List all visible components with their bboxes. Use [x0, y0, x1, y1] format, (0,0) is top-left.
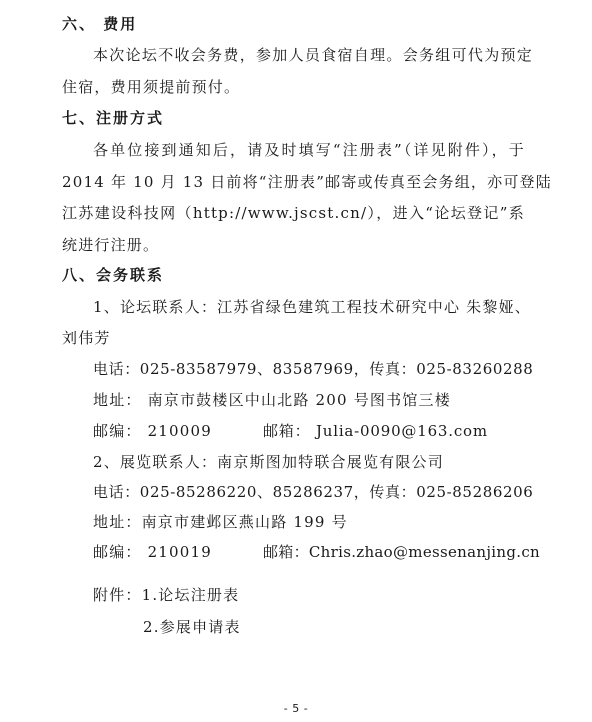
contact1-postcode: 邮编： 210009	[93, 422, 213, 440]
contact1-email: 邮箱： Julia-0090@163.com	[263, 422, 488, 440]
contact2-phone-fax: 电话：025-85286220、85286237，传真：025-85286206	[93, 483, 534, 501]
contact2-email: 邮箱：Chris.zhao@messenanjing.cn	[263, 543, 540, 561]
contact2-postcode: 邮编： 210019	[93, 543, 213, 561]
paragraph-line: 住宿，费用须提前预付。	[62, 78, 241, 96]
section-heading-registration: 七、注册方式	[62, 109, 165, 127]
contact1-address: 地址： 南京市鼓楼区中山北路 200 号图书馆三楼	[93, 391, 451, 409]
contact2-title-line: 2、展览联系人：南京斯图加特联合展览有限公司	[93, 453, 444, 471]
contact1-title-line: 1、论坛联系人：江苏省绿色建筑工程技术研究中心 朱黎娅、	[93, 298, 531, 316]
contact2-address: 地址：南京市建邺区燕山路 199 号	[93, 513, 348, 531]
contact1-names-continued: 刘伟芳	[62, 329, 111, 347]
section-heading-contacts: 八、会务联系	[62, 266, 165, 284]
attachment-item-1: 附件：1.论坛注册表	[93, 586, 240, 604]
page-number: - 5 -	[283, 702, 309, 715]
paragraph-line: 江苏建设科技网（http://www.jscst.cn/），进入“论坛登记”系	[62, 204, 525, 222]
attachment-item-2: 2.参展申请表	[143, 618, 241, 636]
paragraph-line: 统进行注册。	[62, 236, 160, 254]
section-heading-fees: 六、 费用	[62, 15, 138, 33]
paragraph-line: 各单位接到通知后，请及时填写“注册表”（详见附件），于	[93, 141, 525, 159]
contact1-phone-fax: 电话：025-83587979、83587969，传真：025-83260288	[93, 360, 534, 378]
paragraph-line: 本次论坛不收会务费，参加人员食宿自理。会务组可代为预定	[93, 46, 533, 64]
paragraph-line: 2014 年 10 月 13 日前将“注册表”邮寄或传真至会务组，亦可登陆	[62, 173, 552, 191]
